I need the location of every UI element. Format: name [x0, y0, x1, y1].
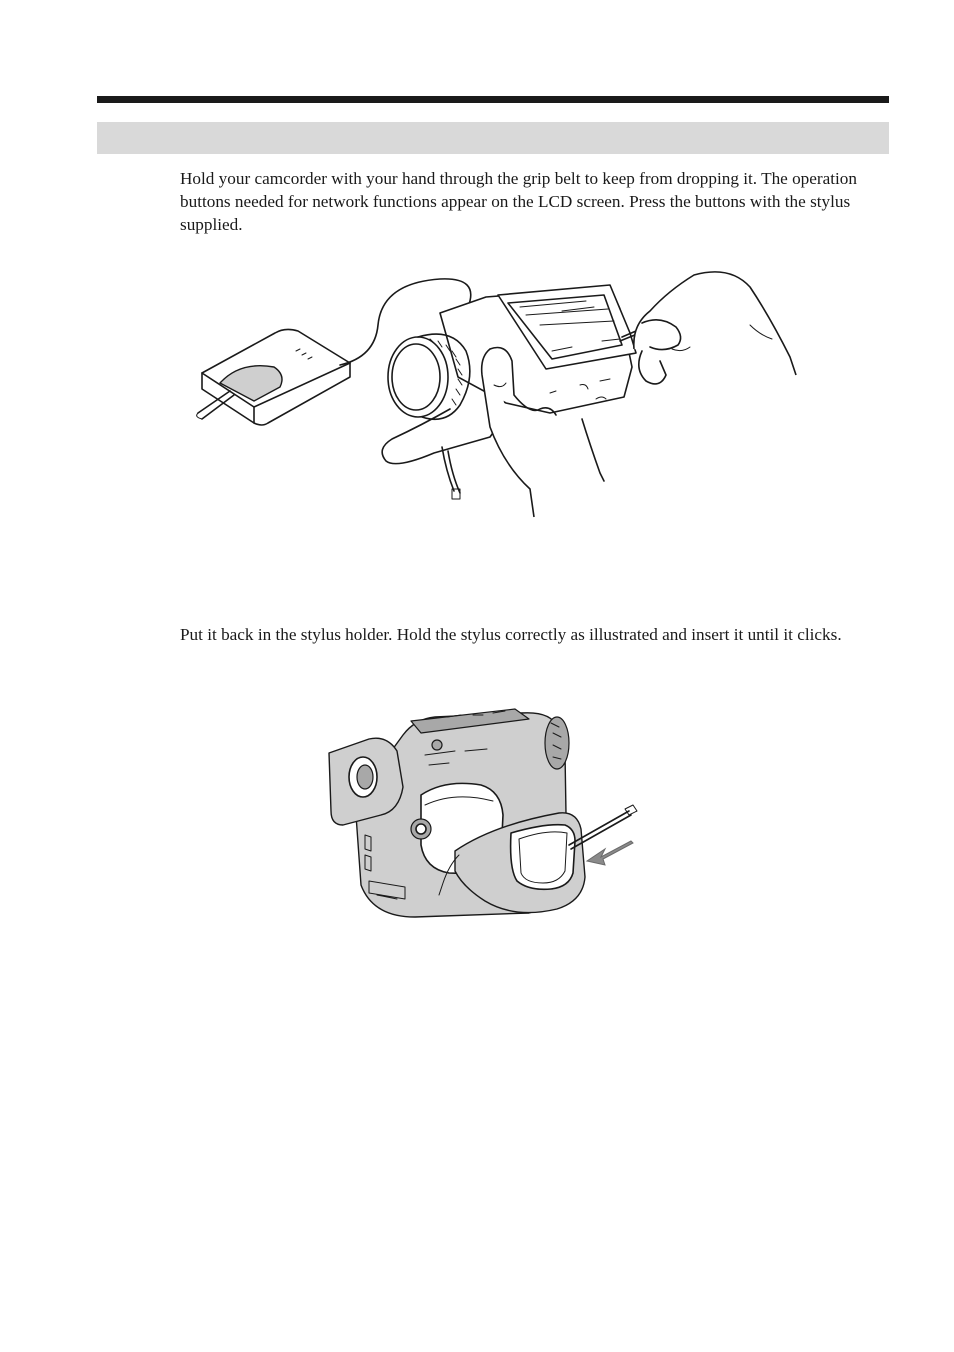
camcorder-holding-illustration [190, 265, 805, 527]
network-adapter-icon [197, 329, 350, 425]
camcorder-icon [388, 285, 636, 419]
camcorder-side-icon [329, 709, 585, 917]
grip-belt [382, 409, 500, 464]
stylus-hand-icon [620, 272, 796, 384]
insert-arrow-icon [587, 841, 633, 865]
top-rule [97, 96, 889, 103]
stylus-storage-text: Put it back in the stylus holder. Hold the stylus correctly as illustrated and insert it until it clicks. [180, 625, 842, 644]
section-header-band [97, 122, 889, 154]
grip-instruction-text: Hold your camcorder with your hand through the grip belt to keep from dropping it. The operation buttons needed for network functions appear on the LCD screen. Press the buttons with the stylus supplied. [180, 169, 857, 234]
stylus-insertion-illustration [325, 705, 645, 923]
